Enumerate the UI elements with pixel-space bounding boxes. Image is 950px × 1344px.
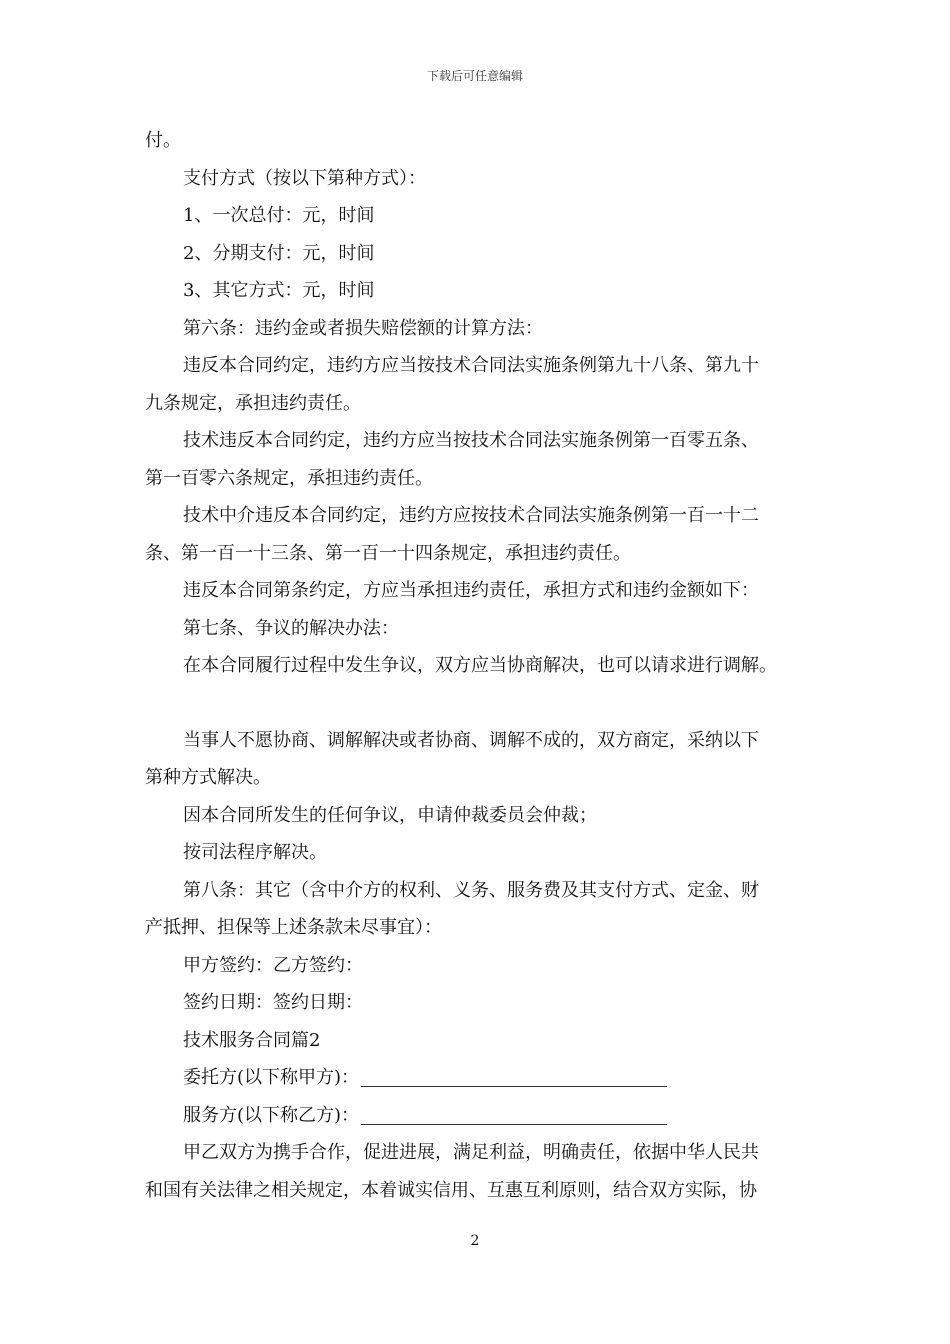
page-header: 下载后可任意编辑: [426, 69, 523, 83]
list-item: 1、一次总付：元，时间: [183, 205, 375, 226]
contract-title: 技术服务合同篇2: [183, 1029, 321, 1051]
client-party-blank: [361, 1064, 667, 1087]
document-body: [145, 122, 825, 1209]
paragraph-line: 按司法程序解决。: [183, 842, 327, 863]
paragraph-line: 技术中介违反本合同约定，违约方应按技术合同法实施条例第一百一十二: [183, 505, 759, 526]
paragraph-line: 产抵押、担保等上述条款未尽事宜）：: [145, 917, 442, 938]
page-number: 2: [470, 1233, 480, 1249]
paragraph-line: 违反本合同第条约定，方应当承担违约责任，承担方式和违约金额如下：: [183, 580, 759, 601]
signature-line: 甲方签约：乙方签约：: [183, 954, 363, 976]
paragraph-line: 甲乙双方为携手合作，促进进展，满足利益，明确责任，依据中华人民共: [183, 1142, 759, 1163]
paragraph-line: 违反本合同约定，违约方应当按技术合同法实施条例第九十八条、第九十: [183, 355, 759, 376]
paragraph-line: 第一百零六条规定，承担违约责任。: [145, 467, 433, 489]
paragraph-line: 因本合同所发生的任何争议，申请仲裁委员会仲裁；: [183, 804, 597, 826]
service-party-label: 服务方(以下称乙方)：: [183, 1104, 360, 1126]
paragraph-line: 在本合同履行过程中发生争议，双方应当协商解决，也可以请求进行调解。: [183, 655, 777, 676]
paragraph-line: 九条规定，承担违约责任。: [145, 392, 361, 414]
client-party-line: [145, 1059, 825, 1097]
section-heading: 第六条：违约金或者损失赔偿额的计算方法：: [183, 317, 543, 339]
signature-date-line: 签约日期：签约日期：: [183, 992, 363, 1013]
paragraph-line: 第种方式解决。: [145, 767, 271, 788]
paragraph-line: 条、第一百一十三条、第一百一十四条规定，承担违约责任。: [145, 542, 631, 564]
client-party-label: 委托方(以下称甲方)：: [183, 1067, 360, 1088]
paragraph-line: 付。: [145, 130, 181, 151]
section-heading: 第八条：其它（含中介方的权利、义务、服务费及其支付方式、定金、财: [183, 879, 759, 901]
paragraph-line: 当事人不愿协商、调解解决或者协商、调解不成的，双方商定，采纳以下: [183, 729, 759, 751]
section-heading: 第七条、争议的解决办法：: [183, 617, 399, 639]
paragraph-line: 和国有关法律之相关规定，本着诚实信用、互惠互利原则，结合双方实际，协: [145, 1179, 757, 1201]
list-item: 2、分期支付：元，时间: [183, 242, 375, 264]
paragraph-line: 技术违反本合同约定，违约方应当按技术合同法实施条例第一百零五条、: [183, 430, 759, 451]
paragraph-gap: [145, 685, 825, 722]
service-party-blank: [361, 1102, 667, 1125]
paragraph-line: 支付方式（按以下第种方式）：: [183, 167, 426, 189]
service-party-line: [145, 1097, 825, 1135]
list-item: 3、其它方式：元，时间: [183, 280, 375, 301]
